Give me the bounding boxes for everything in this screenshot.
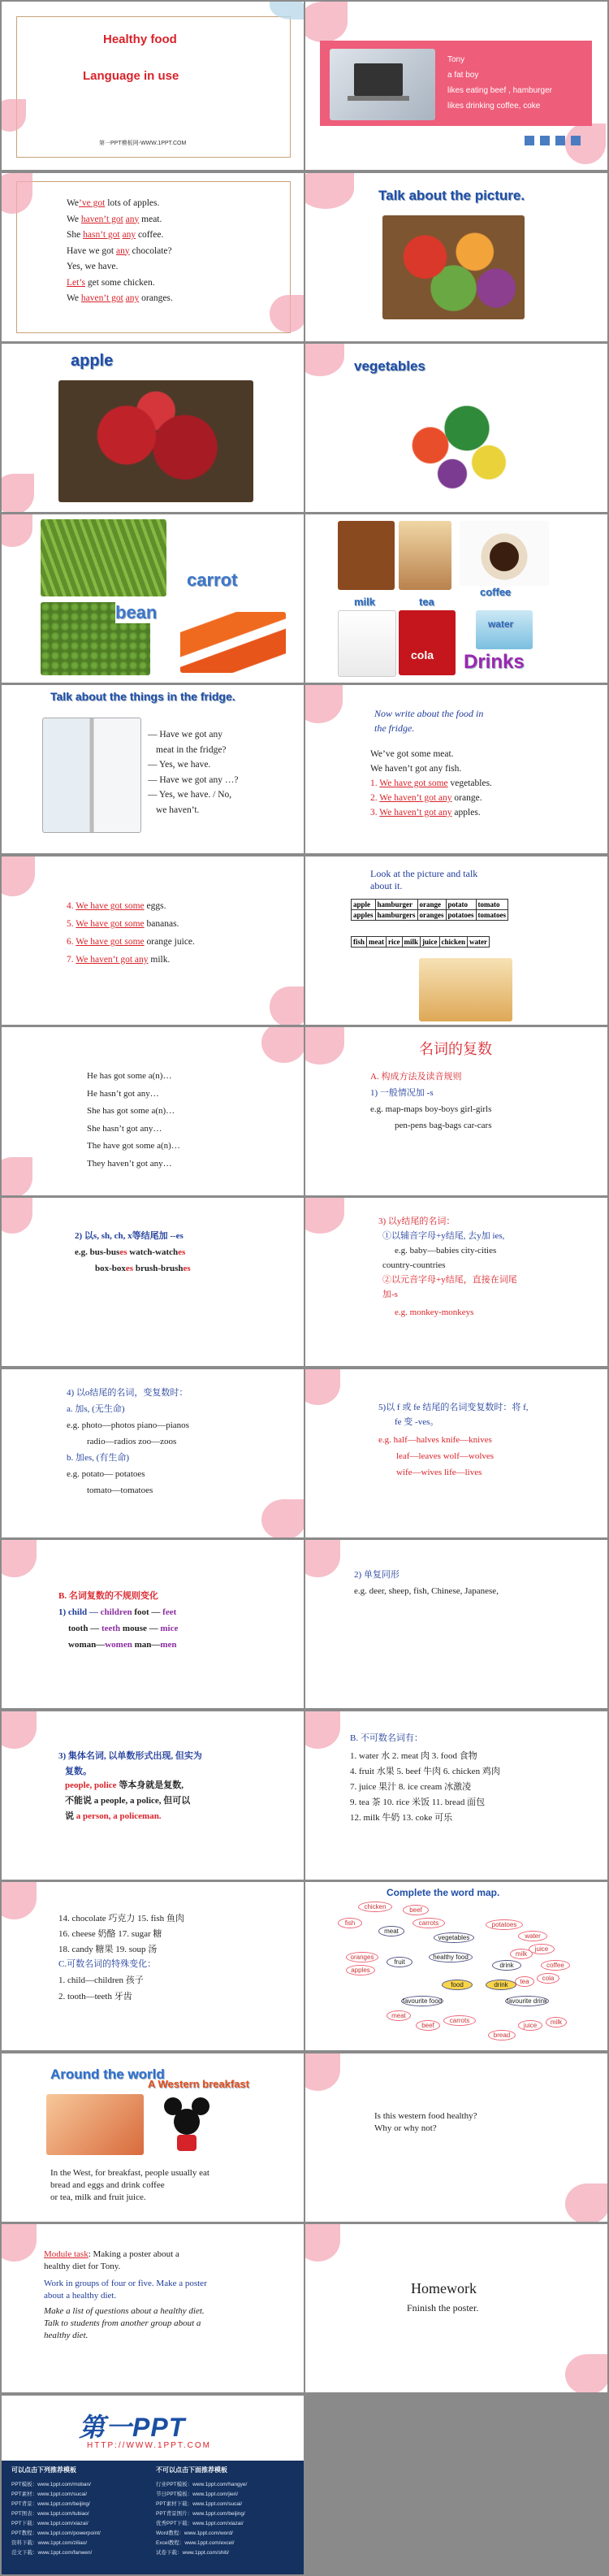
tea-photo bbox=[338, 521, 395, 590]
petal-decoration bbox=[305, 344, 344, 376]
petal-decoration bbox=[2, 514, 32, 547]
slide-28[interactable] bbox=[305, 2224, 607, 2392]
bean-photo bbox=[41, 519, 166, 596]
tea-label: tea bbox=[419, 596, 434, 608]
map-node: fish bbox=[338, 1918, 362, 1928]
toolbar-icons bbox=[525, 135, 581, 150]
map-node: beef bbox=[403, 1905, 429, 1915]
dialogue-line: — Yes, we have. bbox=[148, 760, 211, 770]
vegetables-photo bbox=[387, 388, 533, 502]
example: e.g. photo—photos piano—pianos bbox=[67, 1420, 189, 1430]
petal-decoration bbox=[305, 1027, 344, 1065]
breakfast-text: In the West, for breakfast, people usually eat bread and eggs and drink coffee or tea, milk and fruit juice. bbox=[50, 2168, 209, 2202]
rule-4b: b. 加es, (有生命) bbox=[67, 1453, 129, 1463]
column-header: 不可以点击下面推荐模板 bbox=[156, 2466, 227, 2474]
rule-4: 4) 以o结尾的名词，变复数时： bbox=[67, 1388, 188, 1398]
map-drink-box: drink bbox=[486, 1980, 516, 1990]
homework-task: Fninish the poster. bbox=[407, 2302, 479, 2314]
link[interactable]: PPT教程：www.1ppt.com/powerpoint/ bbox=[11, 2530, 101, 2536]
map-node: milk bbox=[510, 1949, 533, 1959]
example: wife—wives life—lives bbox=[396, 1468, 482, 1477]
apple-label: apple bbox=[71, 352, 114, 370]
example: radio—radios zoo—zoos bbox=[87, 1437, 177, 1446]
slide-9[interactable] bbox=[2, 685, 304, 853]
link-list-2 bbox=[156, 2480, 247, 2558]
instruction: Now write about the food in the fridge. bbox=[374, 708, 484, 734]
petal-decoration bbox=[565, 2354, 607, 2392]
exercise-item: 4. We have got some eggs. bbox=[67, 901, 166, 911]
question: Is this western food healthy? Why or why not? bbox=[374, 2111, 477, 2133]
tony-line: a fat boy bbox=[447, 71, 479, 80]
exercise-item: 6. We have got some orange juice. bbox=[67, 937, 195, 947]
dialogue-line: — Yes, we have. / No, bbox=[148, 790, 232, 800]
example: e.g. deer, sheep, fish, Chinese, Japanese, bbox=[354, 1586, 499, 1596]
section-b: B. 不可数名词有： bbox=[350, 1733, 423, 1743]
apple-photo bbox=[58, 380, 253, 502]
laptop-photo bbox=[330, 49, 435, 120]
map-node: juice bbox=[518, 2020, 542, 2031]
food-table-2: fish meat rice milk juice chicken water bbox=[351, 936, 490, 948]
example: box-boxes brush-brushes bbox=[95, 1264, 191, 1273]
rule-4a: a. 加s, (无生命) bbox=[67, 1404, 125, 1414]
exercise bbox=[67, 897, 195, 969]
rule-2: 2) 以s, sh, ch, x等结尾加 --es bbox=[75, 1231, 184, 1241]
map-node: cola bbox=[537, 1973, 559, 1984]
slide-26[interactable] bbox=[305, 2053, 607, 2222]
petal-decoration bbox=[261, 1027, 304, 1063]
milk-glass-photo bbox=[338, 610, 396, 677]
exercise-item: 7. We haven’t got any milk. bbox=[67, 955, 171, 965]
map-node: meat bbox=[378, 1926, 404, 1936]
example: 2. tooth—teeth 牙齿 bbox=[58, 1992, 132, 2001]
map-food-box: food bbox=[442, 1980, 473, 1990]
tony-line: likes drinking coffee, coke bbox=[447, 102, 541, 111]
coffee-photo bbox=[460, 521, 549, 586]
petal-decoration bbox=[2, 856, 35, 896]
link[interactable]: 资料下载：www.1ppt.com/ziliao/ bbox=[11, 2540, 88, 2546]
around-the-world-title: Around the world bbox=[50, 2066, 165, 2082]
cola-photo bbox=[399, 610, 456, 675]
rule-text: 说 a person, a policeman. bbox=[65, 1811, 162, 1821]
slide-22[interactable] bbox=[305, 1711, 607, 1880]
slide-20[interactable] bbox=[305, 1540, 607, 1708]
slide-15[interactable] bbox=[2, 1198, 304, 1366]
bean-label: bean bbox=[115, 602, 158, 622]
link[interactable]: 节日PPT模板：www.1ppt.com/jieri/ bbox=[156, 2491, 239, 2497]
map-node: fruit bbox=[387, 1957, 412, 1967]
slide-title: Talk about the picture. bbox=[378, 188, 525, 203]
petal-decoration bbox=[261, 1499, 304, 1537]
sentence-list bbox=[67, 196, 173, 307]
food-photo bbox=[382, 215, 525, 319]
slide-6[interactable] bbox=[305, 344, 607, 512]
column-header: 可以点击下列推荐模板 bbox=[11, 2466, 76, 2474]
homework-title: Homework bbox=[411, 2280, 477, 2296]
logo: 第一PPT bbox=[79, 2413, 186, 2442]
dialogue-line: we haven’t. bbox=[156, 804, 200, 815]
slide-8[interactable] bbox=[305, 514, 607, 683]
coffee-label: coffee bbox=[480, 586, 512, 598]
petal-decoration bbox=[2, 1198, 32, 1234]
link-list bbox=[11, 2480, 101, 2558]
instruction: Look at the picture and talk about it. bbox=[370, 868, 478, 891]
square-icon bbox=[555, 136, 565, 145]
map-node: oranges bbox=[346, 1952, 378, 1962]
rule-2-same: 2) 单复同形 bbox=[354, 1570, 400, 1580]
petal-decoration bbox=[2, 2224, 37, 2262]
footer-text: 第一PPT模板网-WWW.1PPT.COM bbox=[99, 141, 187, 146]
petal-decoration bbox=[2, 1157, 32, 1195]
map-node: favourite drink bbox=[506, 1997, 548, 2005]
petal-decoration bbox=[305, 1540, 340, 1577]
link[interactable]: PPT图表：www.1ppt.com/tubiao/ bbox=[11, 2511, 89, 2517]
map-node: bread bbox=[488, 2030, 516, 2040]
petal-decoration bbox=[2, 1711, 37, 1749]
food-table: apple hamburger orange potato tomato apples hamburgers oranges potatoes tomatoes bbox=[351, 899, 508, 921]
slide-11[interactable] bbox=[2, 856, 304, 1025]
fridge-photo bbox=[42, 718, 141, 833]
map-node: milk bbox=[546, 2017, 567, 2027]
exercise-item: 5. We have got some bananas. bbox=[67, 919, 179, 929]
petal-decoration bbox=[305, 2, 348, 42]
map-center: healthy food bbox=[429, 1952, 473, 1962]
link[interactable]: PPT素材：www.1ppt.com/sucai/ bbox=[11, 2491, 88, 2497]
rule-3: 3) 以y结尾的名词： bbox=[378, 1216, 456, 1226]
section-c: C.可数名词的特殊变化： bbox=[58, 1959, 157, 1969]
example: e.g. baby—babies city-cities bbox=[395, 1246, 497, 1255]
exercise: We’ve got some meat. We haven’t got any fish. 1. We have got some vegetables. 2. We haven’t got any orange. 3. We haven’t got any apples. bbox=[370, 747, 492, 820]
irregular-row: 1) child — children foot — feet bbox=[58, 1607, 177, 1617]
uncountable-list: 14. chocolate 巧克力 15. fish 鱼肉 16. cheese 奶酪 17. sugar 糖 18. candy 糖果 19. soup 汤 bbox=[58, 1914, 184, 1954]
petal-decoration bbox=[2, 474, 34, 512]
milk-photo bbox=[399, 521, 451, 590]
link[interactable]: 范文下载：www.1ppt.com/fanwen/ bbox=[11, 2550, 93, 2556]
slide-29[interactable] bbox=[2, 2396, 304, 2574]
example: e.g. map-maps boy-boys girl-girls bbox=[370, 1104, 492, 1114]
example: pen-pens bag-bags car-cars bbox=[395, 1121, 492, 1130]
tony-list bbox=[447, 52, 552, 114]
market-photo bbox=[419, 958, 512, 1021]
carrot-photo bbox=[180, 612, 286, 673]
sentence: Have we got any chocolate? bbox=[67, 245, 172, 256]
western-breakfast-title: A Western breakfast bbox=[148, 2078, 249, 2090]
uncountable-list: 1. water 水 2. meat 肉 3. food 食物 4. fruit 水果 5. beef 牛肉 6. chicken 鸡肉 7. juice 果汁 8. ice cream 冰激凌 9. tea 茶 10. rice 米饭 11. bread 面包 12. milk 牛奶 13. coke 可乐 bbox=[350, 1751, 500, 1823]
drinks-label: Drinks bbox=[464, 651, 525, 673]
section-b: B. 名词复数的不规则变化 bbox=[58, 1591, 158, 1601]
slide-5[interactable] bbox=[2, 344, 304, 512]
rule-text: 不能说 a people, a police, 但可以 bbox=[65, 1796, 191, 1806]
example: e.g. bus-buses watch-watches bbox=[75, 1247, 186, 1257]
water-label: water bbox=[488, 618, 514, 630]
exercise-item: 3. We haven’t got any apples. bbox=[370, 808, 481, 817]
slide-12[interactable] bbox=[305, 856, 607, 1025]
sentence: We’ve got lots of apples. bbox=[67, 198, 160, 208]
slide-19[interactable] bbox=[2, 1540, 304, 1708]
petal-decoration bbox=[270, 295, 304, 332]
map-node: coffee bbox=[541, 1960, 570, 1971]
water-photo bbox=[476, 610, 533, 649]
petal-decoration bbox=[2, 1882, 37, 1919]
slide-title: Talk about the things in the fridge. bbox=[50, 690, 235, 703]
example: e.g. monkey-monkeys bbox=[395, 1308, 474, 1317]
rule-3b-cont: 加-s bbox=[382, 1290, 398, 1299]
petal-decoration bbox=[270, 987, 304, 1025]
dialogue-line: — Have we got any bbox=[148, 730, 222, 739]
milk-label: milk bbox=[354, 596, 376, 608]
sentence: We haven’t got any oranges. bbox=[67, 293, 173, 303]
link[interactable]: PPT下载：www.1ppt.com/xiazai/ bbox=[11, 2521, 89, 2526]
module-task: Module task: Making a poster about a healthy diet for Tony. bbox=[44, 2249, 179, 2271]
map-node: beef bbox=[416, 2020, 440, 2031]
example: 1. child—children 孩子 bbox=[58, 1975, 144, 1985]
slide-14[interactable] bbox=[305, 1027, 607, 1195]
slide-17[interactable] bbox=[2, 1369, 304, 1537]
square-icon bbox=[540, 136, 550, 145]
carrot-label: carrot bbox=[187, 570, 238, 590]
link[interactable]: 行业PPT模板：www.1ppt.com/hangye/ bbox=[156, 2482, 248, 2487]
slide-title: Complete the word map. bbox=[387, 1887, 500, 1898]
link[interactable]: 试卷下载：www.1ppt.com/shiti/ bbox=[156, 2550, 229, 2556]
map-node: drink bbox=[492, 1960, 521, 1971]
rule-5-cont: fe 变 -ves。 bbox=[395, 1417, 439, 1427]
sentence: Yes, we have. bbox=[67, 262, 119, 271]
dialogue-line: meat in the fridge? bbox=[156, 744, 227, 755]
petal-decoration bbox=[305, 173, 354, 209]
exercise-item: 1. We have got some vegetables. bbox=[370, 778, 492, 788]
collective-noun-rule: 3) 集体名词, 以单数形式出现, 但实为 复数。 bbox=[58, 1751, 202, 1776]
map-node: carrots bbox=[443, 2015, 476, 2026]
map-node: tea bbox=[515, 1976, 534, 1987]
group-work: Work in groups of four or five. Make a poster about a healthy diet. bbox=[44, 2279, 207, 2301]
slide-13[interactable] bbox=[2, 1027, 304, 1195]
rule-5: 5)以 f 或 fe 结尾的名词变复数时：将 f, bbox=[378, 1403, 529, 1412]
link[interactable]: Excel教程：www.1ppt.com/excel/ bbox=[156, 2540, 235, 2546]
square-icon bbox=[525, 136, 534, 145]
map-node: vegetables bbox=[434, 1932, 474, 1943]
cola-label: cola bbox=[411, 648, 434, 661]
sentence: Let’s get some chicken. bbox=[67, 277, 155, 288]
mickey-icon bbox=[164, 2097, 213, 2154]
example: country-countries bbox=[382, 1260, 446, 1270]
example: e.g. potato— potatoes bbox=[67, 1469, 145, 1479]
link[interactable]: Word教程：www.1ppt.com/word/ bbox=[156, 2530, 233, 2536]
rule-text: people, police 等本身就是复数, bbox=[65, 1780, 184, 1790]
slide-subtitle: Language in use bbox=[83, 69, 179, 83]
slide-1[interactable] bbox=[2, 2, 304, 170]
link[interactable]: 优秀PPT下载：www.1ppt.com/xiazai/ bbox=[156, 2521, 244, 2526]
example: e.g. half—halves knife—knives bbox=[378, 1435, 492, 1445]
vegetables-label: vegetables bbox=[354, 358, 425, 374]
slide-title: Healthy food bbox=[103, 33, 177, 46]
map-node: carrots bbox=[412, 1918, 445, 1928]
square-icon bbox=[571, 136, 581, 145]
map-node: potatoes bbox=[486, 1919, 523, 1930]
link[interactable]: PPT模板：www.1ppt.com/moban/ bbox=[11, 2482, 91, 2487]
petal-decoration bbox=[305, 2224, 340, 2262]
slide-10[interactable] bbox=[305, 685, 607, 853]
slide-16[interactable] bbox=[305, 1198, 607, 1366]
map-node: juice bbox=[529, 1944, 555, 1954]
sentence: We haven’t got any meat. bbox=[67, 214, 162, 224]
slide-24[interactable] bbox=[305, 1882, 607, 2050]
sentence: She hasn’t got any coffee. bbox=[67, 230, 164, 240]
tony-line: Tony bbox=[447, 55, 465, 64]
irregular-row: tooth — teeth mouse — mice bbox=[68, 1624, 179, 1633]
dialogue bbox=[148, 727, 238, 817]
tony-line: likes eating beef , hamburger bbox=[447, 86, 552, 95]
petal-decoration bbox=[2, 1540, 37, 1577]
slide-7[interactable] bbox=[2, 514, 304, 683]
link[interactable]: PPT素材下载：www.1ppt.com/sucai/ bbox=[156, 2501, 243, 2507]
map-node: apples bbox=[346, 1965, 375, 1975]
petal-decoration bbox=[305, 1369, 340, 1405]
dialogue-line: — Have we got any …? bbox=[148, 774, 239, 785]
irregular-row: woman—women man—men bbox=[68, 1640, 177, 1650]
link[interactable]: PPT背景图片：www.1ppt.com/beijing/ bbox=[156, 2511, 245, 2517]
slide-23[interactable] bbox=[2, 1882, 304, 2050]
breakfast-photo bbox=[46, 2094, 144, 2155]
logo-url: HTTP://WWW.1PPT.COM bbox=[87, 2441, 211, 2450]
exercise-item: 2. We haven’t got any orange. bbox=[370, 793, 482, 803]
petal-decoration bbox=[565, 2184, 607, 2222]
link[interactable]: PPT背景：www.1ppt.com/beijing/ bbox=[11, 2501, 90, 2507]
example: tomato—tomatoes bbox=[87, 1485, 153, 1495]
slide-18[interactable] bbox=[305, 1369, 607, 1537]
rule-3a: ①以辅音字母+y结尾, 去y加 ies, bbox=[382, 1231, 505, 1241]
rule-1: 1) 一般情况加 -s bbox=[370, 1088, 434, 1098]
petal-decoration bbox=[305, 685, 343, 723]
pattern-list: He has got some a(n)… He hasn’t got any… She has got some a(n)… She hasn’t got any… The have got some a(n)… They haven’t got any… bbox=[87, 1071, 180, 1169]
petal-decoration bbox=[305, 1198, 344, 1234]
slide-2[interactable] bbox=[305, 2, 607, 170]
petal-decoration bbox=[305, 1711, 340, 1749]
slide-title: 名词的复数 bbox=[419, 1041, 492, 1057]
map-node: meat bbox=[387, 2010, 411, 2021]
map-node: chicken bbox=[358, 1902, 392, 1912]
example: leaf—leaves wolf—wolves bbox=[396, 1451, 495, 1461]
map-node: favourite food bbox=[402, 1997, 443, 2005]
petal-decoration bbox=[305, 2053, 340, 2091]
slide-3[interactable] bbox=[2, 173, 304, 341]
section-a: A. 构成方法及读音规则 bbox=[370, 1072, 462, 1082]
rule-3b: ②以元音字母+y结尾，直接在词尾 bbox=[382, 1275, 517, 1285]
task-details: Make a list of questions about a healthy diet. Talk to students from another group about a healthy diet. bbox=[44, 2306, 205, 2340]
map-node: water bbox=[518, 1931, 547, 1941]
link-panel bbox=[2, 2461, 304, 2574]
slide-4[interactable] bbox=[305, 173, 607, 341]
slide-25[interactable] bbox=[2, 2053, 304, 2222]
slide-27[interactable] bbox=[2, 2224, 304, 2392]
slide-21[interactable] bbox=[2, 1711, 304, 1880]
